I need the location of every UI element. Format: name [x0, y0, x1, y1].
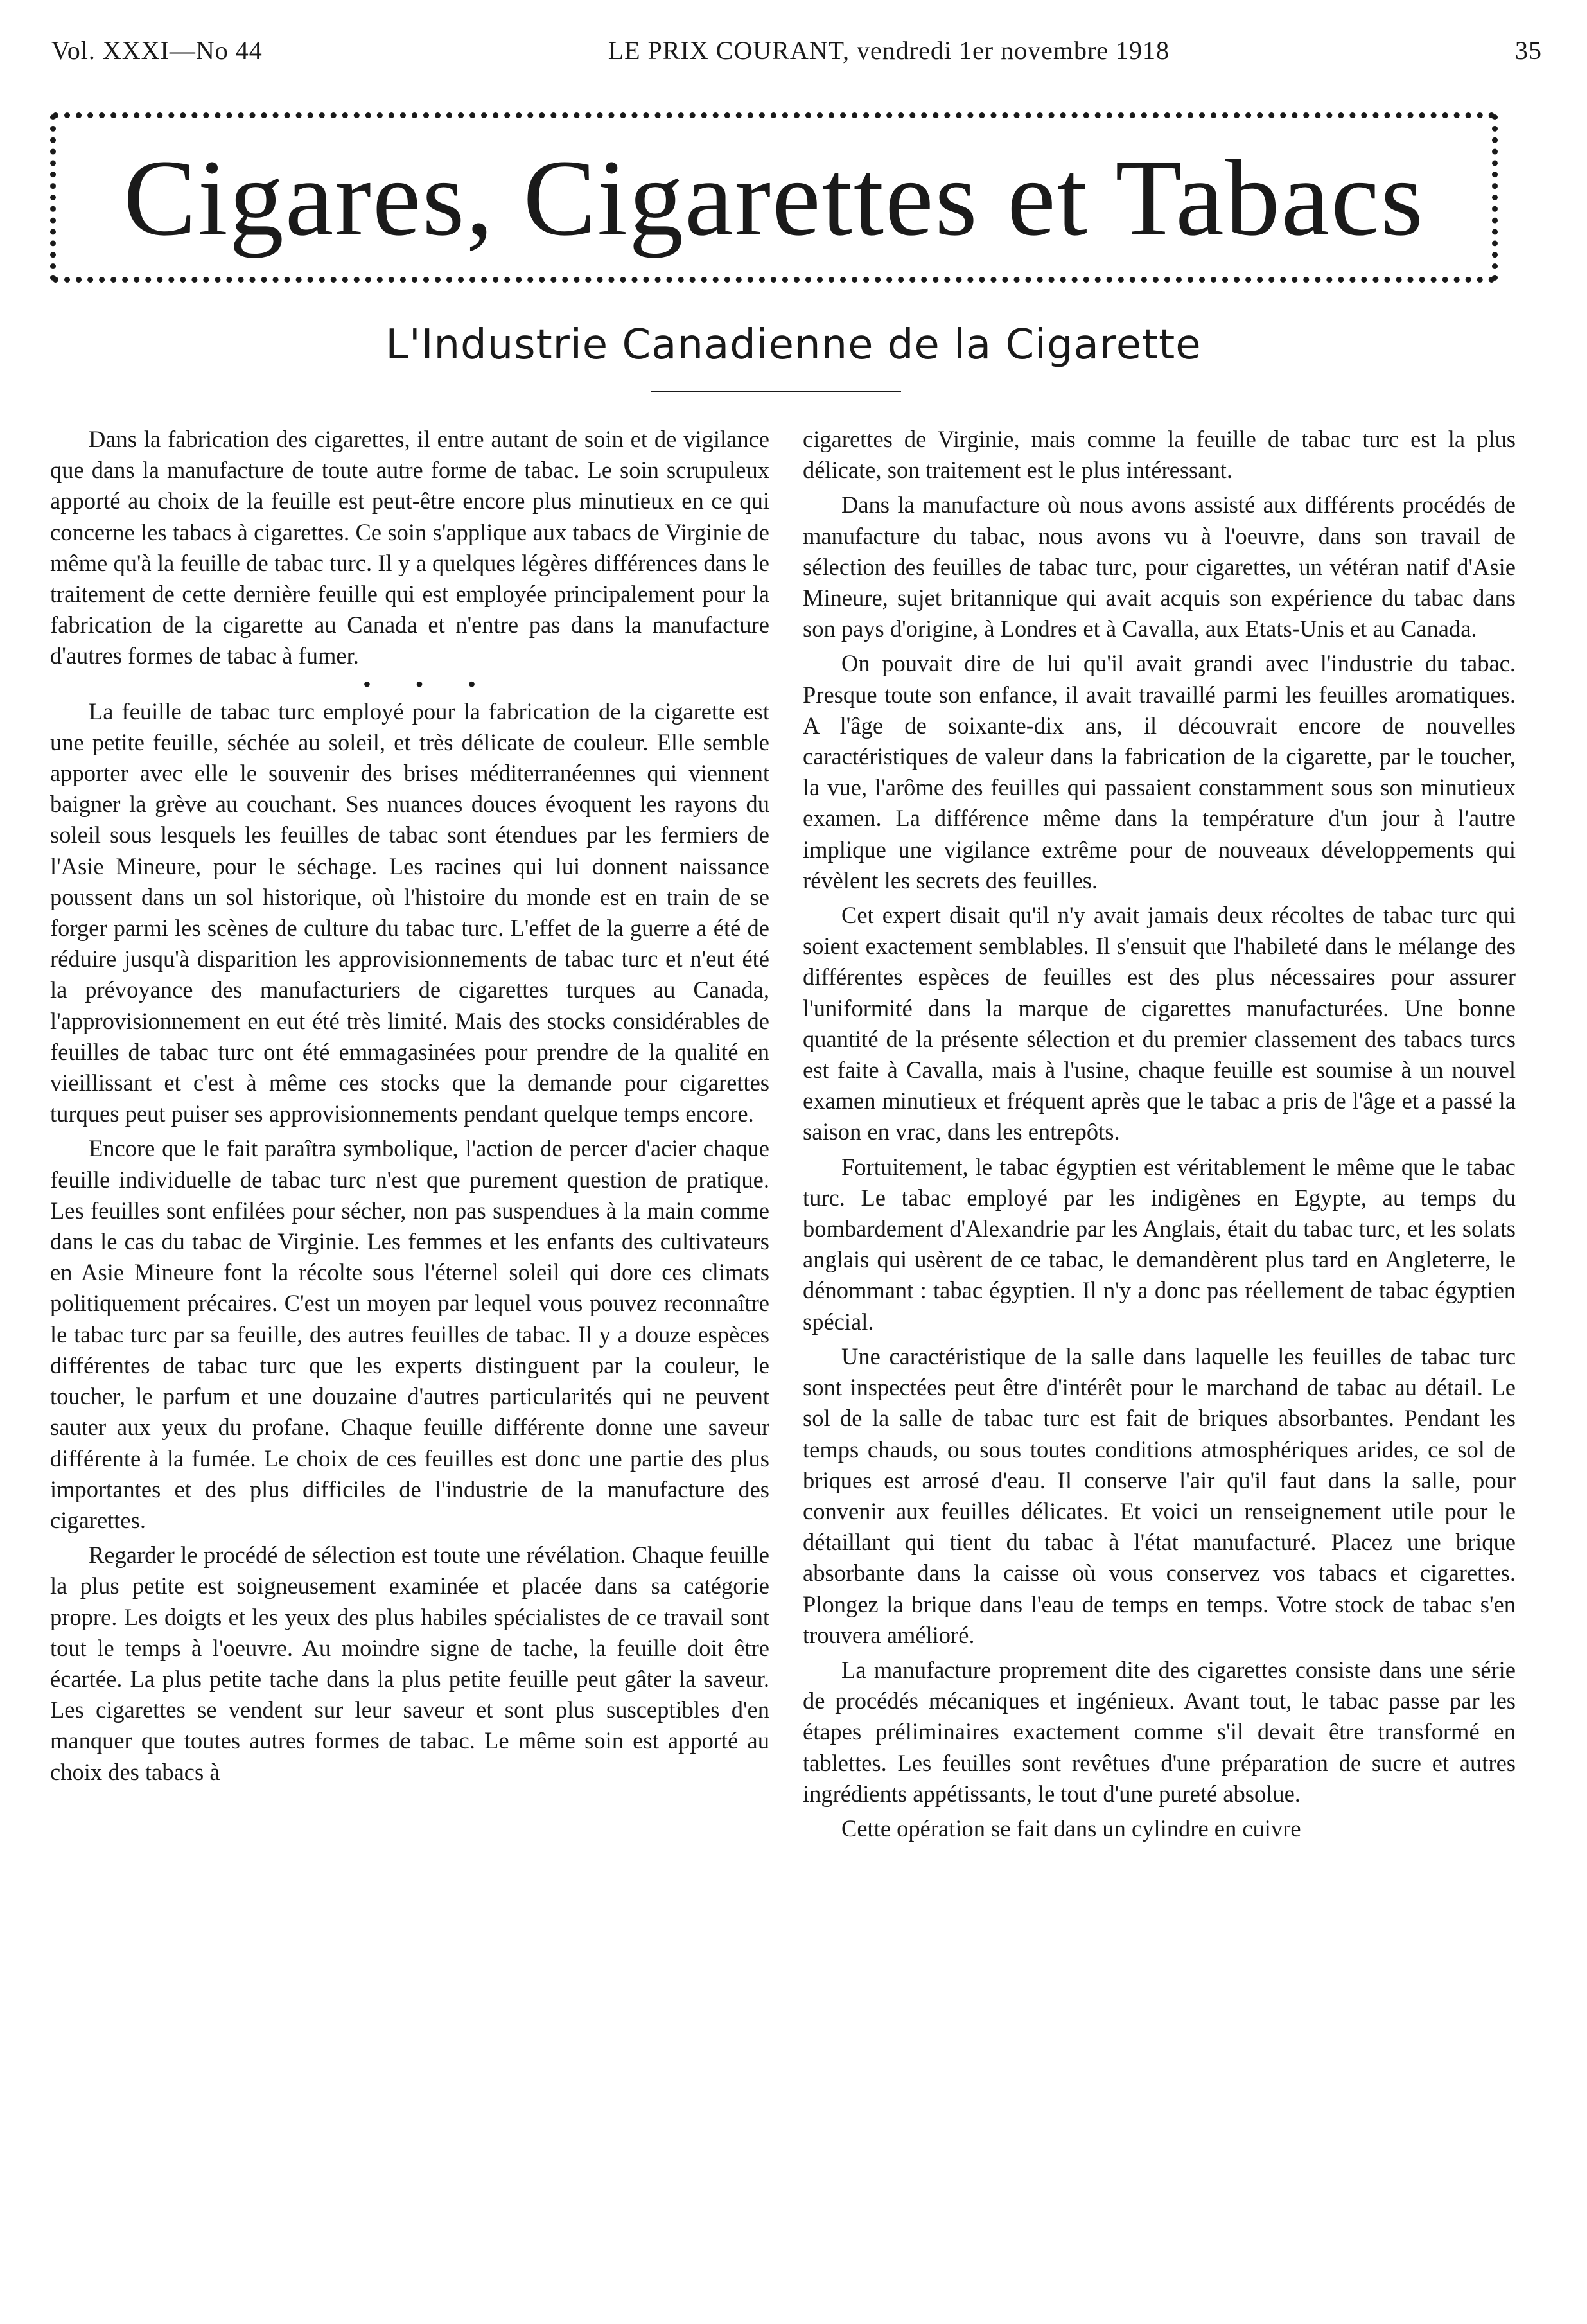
publication-date-line: LE PRIX COURANT, vendredi 1er novembre 1918: [608, 36, 1170, 65]
title-rule: [651, 391, 901, 392]
section-masthead-frame: [53, 112, 1495, 283]
paragraph: Dans la fabrication des cigarettes, il entre autant de soin et de vigilance que dans la manufacture de toute autre forme de tabac. Le soin scrupuleux apporté au choix de la feuille est peut-être encore plus minutieux en ce qui concerne les tabacs à cigarettes. Ce soin s'applique aux tabacs de Virginie de même qu'à la feuille de tabac turc. Il y a quelques légères différences dans le traitement de cette dernière feuille qui est employée principalement pour la fabrication de la cigarette au Canada et n'entre pas dans la manufacture d'autres formes de tabac à fumer.: [50, 426, 769, 669]
paragraph: Regarder le procédé de sélection est toute une révélation. Chaque feuille la plus petite est soigneusement examinée et placée dans sa catégorie propre. Les doigts et les yeux des plus habiles spécialistes de ce travail sont tout le temps à l'oeuvre. Au moindre signe de tache, la feuille doit être écartée. La plus petite tache dans la plus petite feuille peut gâter la saveur. Les cigarettes se vendent sur leur saveur et sont plus susceptibles d'en manquer que toutes autres formes de tabac. Le même soin est apporté au choix des tabacs à: [50, 1542, 769, 1785]
paragraph: La manufacture proprement dite des cigarettes consiste dans une série de procédés mécaniques et ingénieux. Avant tout, le tabac passe par les étapes préliminaires exactement comme s'il devait être transformé en tablettes. Les feuilles sont revêtues d'une préparation de sucre et autres ingrédients appétissants, le tout d'une pureté absolue.: [803, 1656, 1516, 1807]
running-header: [51, 35, 1542, 66]
volume-number: Vol. XXXI—No 44: [51, 36, 263, 65]
article-title: L'Industrie Canadienne de la Cigarette: [385, 321, 1202, 369]
paragraph: Dans la manufacture où nous avons assisté aux différents procédés de manufacture du tabac, nous avons vu à l'oeuvre, dans son travail de sélection des feuilles de tabac turc, pour cigarettes, un vétéran natif d'Asie Mineure, sujet britannique qui avait acquis son expérience du tabac dans son pays d'origine, à Londres et à Cavalla, aux Etats-Unis et au Canada.: [803, 491, 1516, 642]
paragraph: Encore que le fait paraîtra symbolique, l'action de percer d'acier chaque feuille individuelle de tabac turc n'est que purement question de pratique. Les feuilles sont enfilées pour sécher, non pas suspendues à la main comme dans le cas du tabac de Virginie. Les femmes et les enfants des cultivateurs en Asie Mineure font la récolte sous l'éternel soleil qui dore ces climats politiquement précaires. C'est un moyen par lequel vous pouvez reconnaître le tabac turc par sa feuille, des autres feuilles de tabac. Il y a douze espèces différentes de tabac turc que les experts distinguent par la couleur, le toucher, le parfum et une douzaine d'autres particularités qui ne peuvent sauter aux yeux du profane. Chaque feuille différente donne une saveur différente à la fumée. Le choix de ces feuilles est donc une partie des plus importantes et des plus difficiles de l'industrie de la manufacture des cigarettes.: [50, 1135, 769, 1533]
page-number: 35: [1514, 36, 1542, 65]
paragraph: On pouvait dire de lui qu'il avait grandi avec l'industrie du tabac. Presque toute son enfance, il avait travaillé parmi les feuilles aromatiques. A l'âge de soixante-dix ans, il découvrait encore de nouvelles caractéristiques de valeur dans la fabrication de la cigarette, par le toucher, la vue, l'arôme des feuilles qui passaient constamment sous son minutieux examen. La différence même dans la température d'un jour à l'autre implique une vigilance extrême pour de nouveaux développements qui révèlent les secrets des feuilles.: [803, 650, 1516, 894]
paragraph: Cet expert disait qu'il n'y avait jamais deux récoltes de tabac turc qui soient exactement semblables. Il s'ensuit que l'habileté dans le mélange des différentes espèces de feuilles est des plus nécessaires pour assurer l'uniformité dans la marque de cigarettes manufacturées. Une bonne quantité de la présente sélection et du premier classement des tabacs turcs est faite à Cavalla, mais à l'usine, chaque feuille est soumise à un nouvel examen minutieux et fréquent après que le tabac a pris de l'âge et a passé la saison en vrac, dans les entrepôts.: [803, 902, 1516, 1145]
section-masthead-title: Cigares, Cigarettes et Tabacs: [123, 137, 1425, 258]
paragraph: Une caractéristique de la salle dans laquelle les feuilles de tabac turc sont inspectées peut être d'intérêt pour le marchand de tabac au détail. Le sol de la salle de tabac turc est fait de briques absorbantes. Pendant les temps chauds, ou sous toutes conditions atmosphériques arides, ce sol de briques est arrosé d'eau. Il conserve l'air qu'il faut dans la salle, pour convenir aux feuilles délicates. Et voici un renseignement utile pour le détaillant qui tient du tabac à l'état manufacturé. Placez une brique absorbante dans la caisse où vous conservez vos tabacs et cigarettes. Plongez la brique dans l'eau de temps en temps. Votre stock de tabac s'en trouvera amélioré.: [803, 1342, 1516, 1648]
left-column: [50, 424, 769, 1788]
paragraph: Cette opération se fait dans un cylindre en cuivre: [841, 1815, 1301, 1842]
paragraph: Fortuitement, le tabac égyptien est véritablement le même que le tabac turc. Le tabac employé par les indigènes en Egypte, au temps du bombardement d'Alexandrie par les Anglais, était du tabac turc, et les solats anglais qui usèrent de ce tabac, le demandèrent plus tard en Angleterre, le dénommant : tabac égyptien. Il n'y a donc pas réellement de tabac égyptien spécial.: [803, 1153, 1516, 1335]
section-separator: • • •: [363, 671, 495, 697]
paragraph: cigarettes de Virginie, mais comme la feuille de tabac turc est la plus délicate, son traitement est le plus intéressant.: [803, 426, 1516, 484]
right-column: [803, 424, 1516, 1844]
paragraph: La feuille de tabac turc employé pour la fabrication de la cigarette est une petite feuille, séchée au soleil, et très délicate de couleur. Elle semble apporter avec elle le souvenir des brises méditerranéennes qui viennent baigner la grève au couchant. Ses nuances douces évoquent les rayons du soleil sous lesquels les feuilles de tabac sont étendues par les fermiers de l'Asie Mineure, pour le séchage. Les racines qui lui donnent naissance poussent dans un sol historique, où l'histoire du monde est en train de se forger parmi les scènes de culture du tabac turc. L'effet de la guerre a été de réduire jusqu'à disparition les approvisionnements de tabac turc et n'eut été la prévoyance des manufacturiers de cigarettes turques au Canada, l'approvisionnement en eut été très limité. Mais des stocks considérables de feuilles de tabac turc ont été emmagasinées pour prendre de la qualité en vieillissant et c'est à même ces stocks que la demande pour cigarettes turques peut puiser ses approvisionnements pendant quelque temps encore.: [50, 698, 769, 1127]
